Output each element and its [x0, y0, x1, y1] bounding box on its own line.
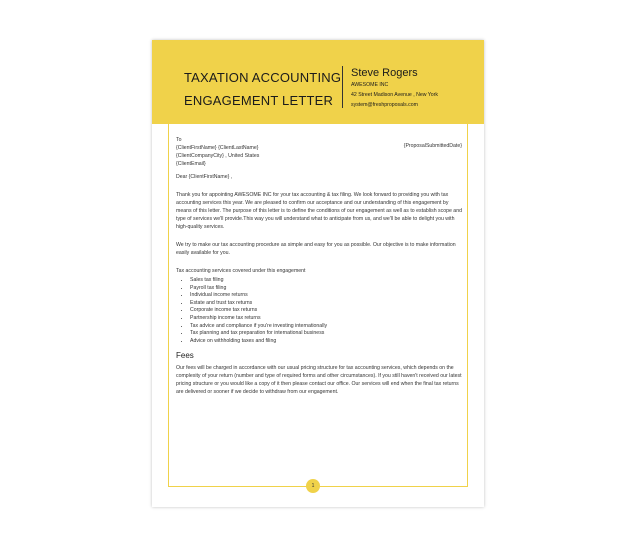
sender-address: 42 Street Madison Avenue , New York: [351, 92, 438, 98]
letter-header: [152, 40, 484, 124]
title-line-1: TAXATION ACCOUNTING: [184, 70, 342, 85]
services-list: [176, 277, 462, 345]
sender-name: Steve Rogers: [351, 67, 418, 79]
recipient-email: {ClientEmail}: [176, 161, 206, 167]
recipient-city: {ClientCompanyCity} , United States: [176, 153, 260, 159]
title-line-2: ENGAGEMENT LETTER: [184, 93, 334, 108]
services-intro: Tax accounting services covered under this engagement: [176, 268, 306, 274]
document-title: [184, 66, 344, 112]
list-item: • Corporate income tax returns: [190, 307, 462, 315]
page-number-badge: 1: [306, 479, 320, 493]
list-item: • Estate and trust tax returns: [190, 300, 462, 308]
proposal-date: {ProposalSubmittedDate}: [403, 143, 462, 149]
list-item: • Sales tax filing: [190, 277, 462, 285]
list-item: • Individual income returns: [190, 292, 462, 300]
objective-paragraph: We try to make our tax accounting procedure as simple and easy for you as possible. Our objective is to make information easily available for you.: [176, 242, 456, 256]
sender-email: system@freshproposals.com: [351, 102, 418, 108]
recipient-name: {ClientFirstName} {ClientLastName}: [176, 145, 259, 151]
list-item: • Tax planning and tax preparation for international business: [190, 330, 462, 338]
sender-block: [351, 66, 481, 110]
recipient-to: To: [176, 137, 182, 143]
intro-paragraph: Thank you for appointing AWESOME INC for your tax accounting & tax filing. We look forward to providing you with tax accounting services this year. We are pleased to confirm our acceptance and our understanding of this engagement by means of this letter. The purpose of this letter is to define the conditions of our engagement as well as to establish scope and type of services we'll provide.This way you will understand what to anticipate from us, and we'll be able to delight you with high-quality services.: [176, 192, 462, 230]
fees-heading: Fees: [176, 351, 194, 361]
recipient-block: [176, 136, 462, 168]
sender-company: AWESOME INC: [351, 82, 389, 88]
list-item: • Tax advice and compliance if you're investing internationally: [190, 323, 462, 331]
letter-page: [152, 40, 484, 507]
fees-paragraph: Our fees will be charged in accordance with our usual pricing structure for tax accounting services, which depends on the complexity of your return (number and type of required forms and other circumstances). If you still haven't received our latest pricing structure or you would like a copy of it then please contact our office. Our services will end when the final tax returns are delivered or sooner if we decide to withdraw from our engagement.: [176, 365, 462, 396]
greeting: Dear {ClientFirstName} ,: [176, 174, 233, 180]
list-item: • Advice on withholding taxes and filing: [190, 338, 462, 346]
header-divider: [342, 66, 343, 108]
letter-body: [176, 136, 462, 396]
list-item: • Payroll tax filing: [190, 285, 462, 293]
list-item: • Partnership income tax returns: [190, 315, 462, 323]
